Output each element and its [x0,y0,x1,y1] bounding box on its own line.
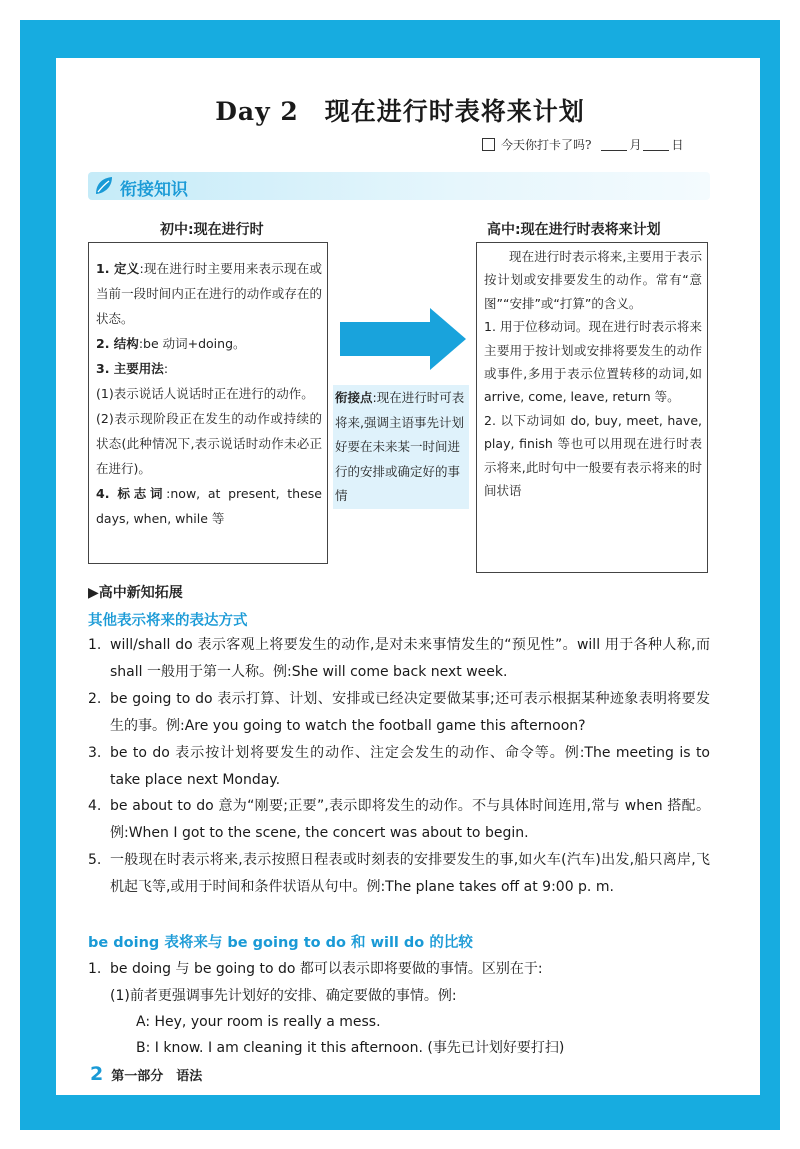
part-label: 第一部分 语法 [111,1068,203,1084]
page-number: 2 [90,1063,104,1085]
junior-heading: 初中:现在进行时 [160,222,264,238]
senior-heading: 高中:现在进行时表将来计划 [487,222,661,238]
junior-line-5: (2)表示现阶段正在发生的动作或持续的状态(此种情况下,表示说话时动作未必正在进行)。 [96,411,322,476]
list-item: 3. be to do 表示按计划将要发生的动作、注定会发生的动作、命令等。例:The meeting is to take place next Monday. [88,745,710,788]
subheading-comparison: be doing 表将来与 be going to do 和 will do 的比较 [88,935,473,951]
junior-line-3: 3. 主要用法: [96,361,169,376]
list-item: 2. be going to do 表示打算、计划、安排或已经决定要做某事;还可表示根据某种迹象表明将要发生的事。例:Are you going to watch the football game this afternoon? [88,691,710,734]
dialog-line-a: A: Hey, your room is really a mess. [136,1014,381,1030]
senior-point-1: 1. 用于位移动词。现在进行时表示将来主要用于按计划或安排将要发生的动作或事件,多用于表示位置转移的动词,如 arrive, come, leave, return 等。 [484,319,702,405]
bridge-note [335,386,468,509]
checkbox-icon[interactable] [482,138,495,151]
leaf-icon [92,174,116,198]
bridge-label: 衔接点 [335,390,373,405]
list-item: 5. 一般现在时表示将来,表示按照日程表或时刻表的安排要发生的事,如火车(汽车)出发,船只离岸,飞机起飞等,或用于时间和条件状语从句中。例:The plane takes off at 9:00 p. m. [88,852,710,895]
page-footer [90,1063,202,1085]
right-arrow-icon [338,308,468,370]
month-label: 月 [629,138,642,152]
frame-left [20,20,56,1130]
list-item: 1. will/shall do 表示客观上将要发生的动作,是对未来事情发生的“预见性”。will 用于各种人称,而 shall 一般用于第一人称。例:She will come back next week. [88,637,710,680]
dialog-line-b: B: I know. I am cleaning it this afternoon. (事先已计划好要打扫) [136,1040,565,1056]
checkin-prompt: 今天你打卡了吗? [501,138,592,152]
section-title: 衔接知识 [120,180,188,200]
comparison-sub-1: (1)前者更强调事先计划好的安排、确定要做的事情。例: [110,988,457,1004]
senior-content [484,245,702,502]
page-title: Day 2 现在进行时表将来计划 [215,97,585,126]
junior-line-6: 4. 标志词:now, at present, these days, when, while 等 [96,486,322,526]
extension-heading: ▶高中新知拓展 [88,585,183,601]
day-label: 日 [671,138,684,152]
frame-bottom [20,1095,780,1130]
junior-line-2: 2. 结构:be 动词+doing。 [96,336,246,351]
subheading-future-expressions: 其他表示将来的表达方式 [88,613,248,629]
senior-intro: 现在进行时表示将来,主要用于表示按计划或安排要发生的动作。常有“意图”“安排”或“打算”的含义。 [484,249,702,311]
senior-point-2: 2. 以下动词如 do, buy, meet, have, play, finish 等也可以用现在进行时表示将来,此时句中一般要有表示将来的时间状语 [484,412,702,499]
junior-line-4: (1)表示说话人说话时正在进行的动作。 [96,386,314,401]
day-blank [643,138,669,151]
comparison-item: 1. be doing 与 be going to do 都可以表示即将要做的事情。区别在于: [88,961,543,977]
junior-line-1: 1. 定义:现在进行时主要用来表示现在或当前一段时间内正在进行的动作或存在的状态。 [96,261,322,326]
checkin-line [482,136,683,153]
frame-top [20,20,780,58]
frame-right [760,20,780,1130]
list-item: 4. be about to do 意为“刚要;正要”,表示即将发生的动作。不与具体时间连用,常与 when 搭配。例:When I got to the scene, the concert was about to begin. [88,798,710,841]
bridge-text: :现在进行时可表将来,强调主语事先计划好要在未来某一时间进行的安排或确定好的事情 [335,390,465,503]
month-blank [601,138,627,151]
junior-content [96,256,322,531]
